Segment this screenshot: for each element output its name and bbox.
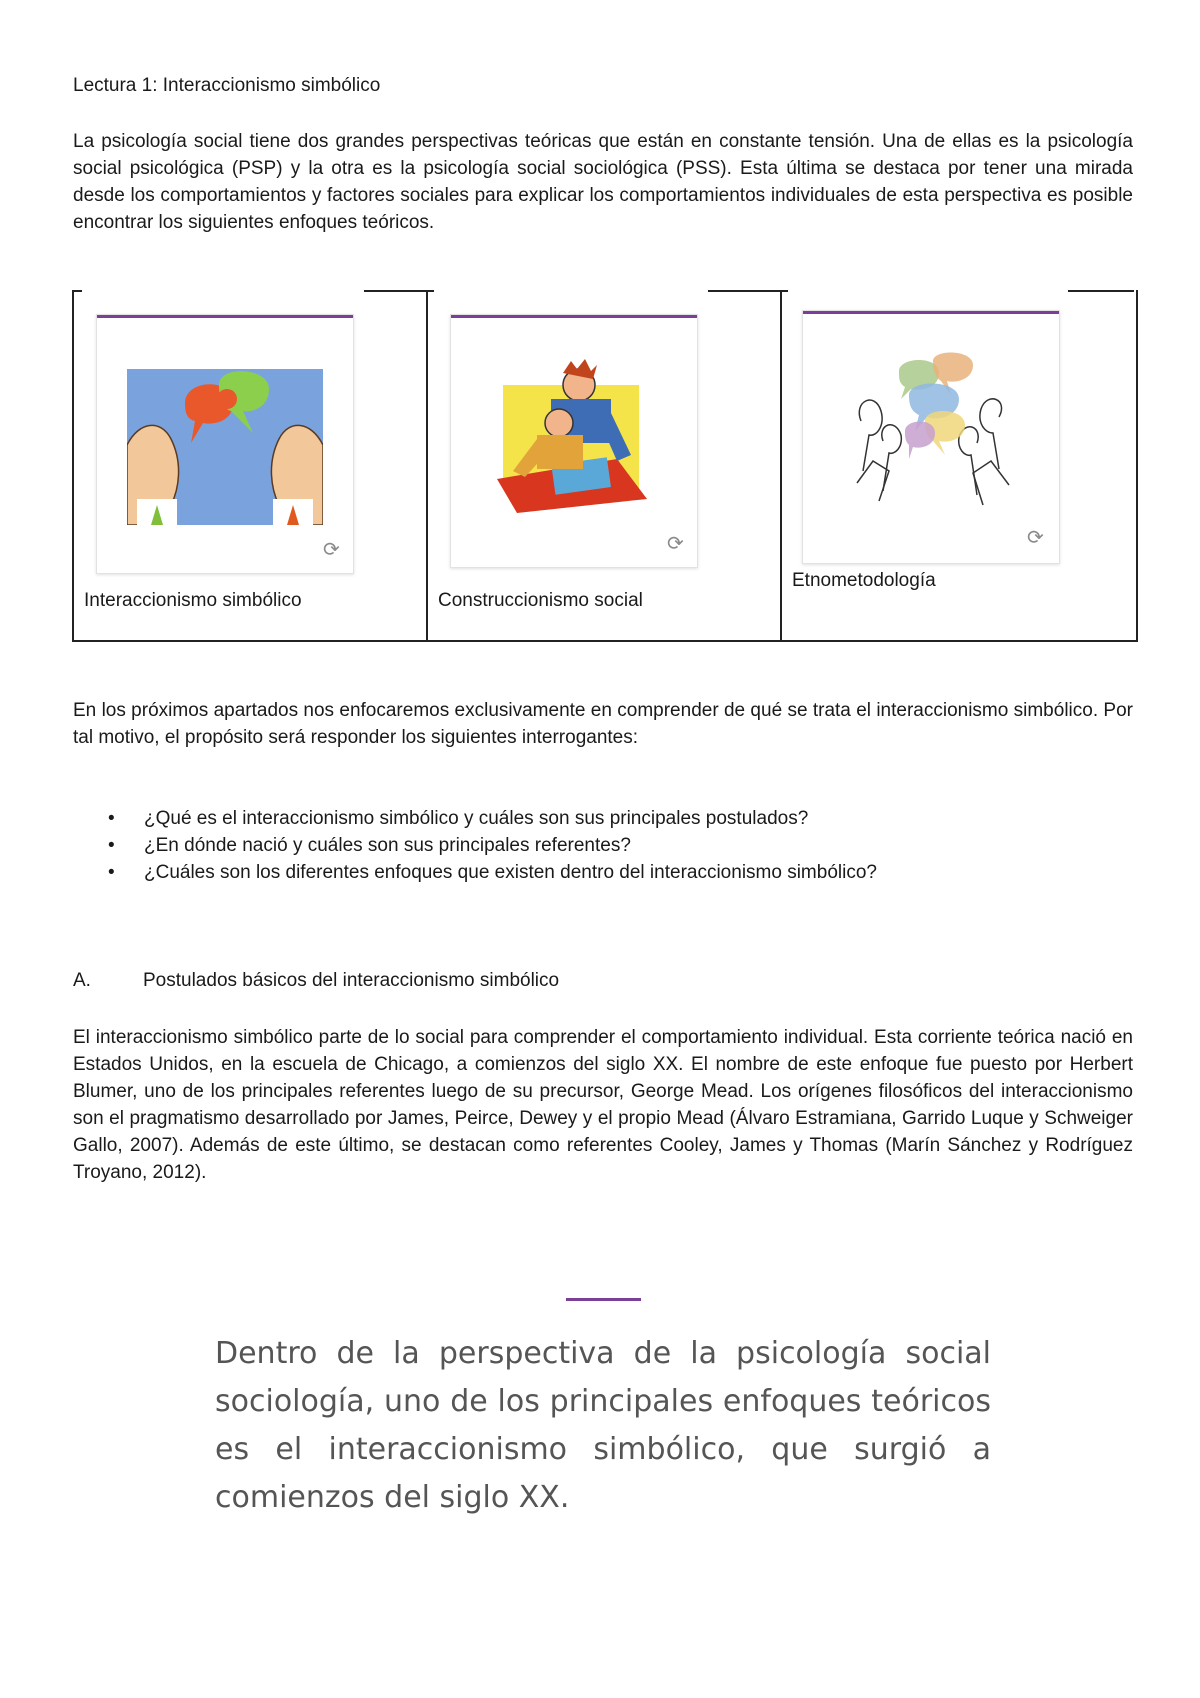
section-title: Postulados básicos del interaccionismo simbólico — [143, 970, 560, 991]
list-item: • ¿Cuáles son los diferentes enfoques que existen dentro del interaccionismo simbólico? — [108, 859, 877, 886]
approach-cell-construccionismo — [426, 290, 782, 642]
refresh-icon[interactable]: ⟳ — [1027, 527, 1044, 549]
pull-quote: Dentro de la perspectiva de la psicología social sociología, uno de los principales enfoques teóricos es el interaccionismo simbólico, que surgió a comienzos del siglo XX. — [215, 1336, 991, 1515]
bullet-icon: • — [108, 862, 115, 883]
card-accent-bar — [803, 311, 1059, 314]
section-letter: A. — [73, 970, 91, 991]
bullet-icon: • — [108, 835, 115, 856]
card-accent-bar — [451, 315, 697, 318]
section-heading — [73, 970, 559, 992]
group-conversation-illustration — [849, 351, 1015, 511]
document-title: Lectura 1: Interaccionismo simbólico — [73, 75, 381, 96]
intro-paragraph: La psicología social tiene dos grandes perspectivas teóricas que están en constante tensión. Una de ellas es la psicología social psicológica (PSP) y la otra es la psicología social sociológica (PSS). Esta última se destaca por tener una mirada desde los comportamientos y factores sociales para explicar los comportamientos individuales de esta perspectiva es posible encontrar los siguientes enfoques teóricos. — [73, 131, 1133, 233]
approach-cell-etnometodologia — [780, 290, 1138, 642]
section-paragraph: El interaccionismo simbólico parte de lo social para comprender el comportamiento individual. Esta corriente teórica nació en Estados Unidos, en la escuela de Chicago, a comienzos del siglo XX. El nombre de este enfoque fue puesto por Herbert Blumer, uno de los principales referentes luego de su precursor, George Mead. Los orígenes filosóficos del interaccionismo son el pragmatismo desarrollado por James, Peirce, Dewey y el propio Mead (Álvaro Estramiana, Garrido Luque y Schweiger Gallo, 2007). Además de este último, se destacan como referentes Cooley, James y Thomas (Marín Sánchez y Rodríguez Troyano, 2012). — [73, 1027, 1133, 1183]
approach-card — [450, 314, 698, 568]
bullet-icon: • — [108, 808, 115, 829]
quote-accent-bar — [566, 1298, 641, 1301]
approaches-table — [72, 290, 1136, 642]
refresh-icon[interactable]: ⟳ — [667, 533, 684, 555]
approach-label: Etnometodología — [792, 570, 936, 591]
approach-card — [96, 314, 354, 574]
focus-paragraph: En los próximos apartados nos enfocaremos exclusivamente en comprender de qué se trata el interaccionismo simbólico. Por tal motivo, el propósito será responder los siguientes interrogantes: — [73, 700, 1133, 748]
approach-label: Interaccionismo simbólico — [84, 590, 302, 611]
card-accent-bar — [97, 315, 353, 318]
list-item: • ¿En dónde nació y cuáles son sus principales referentes? — [108, 832, 877, 859]
collaboration-illustration — [497, 359, 647, 513]
list-item: • ¿Qué es el interaccionismo simbólico y cuáles son sus principales postulados? — [108, 805, 877, 832]
dialogue-illustration — [127, 369, 323, 525]
approach-label: Construccionismo social — [438, 590, 643, 611]
refresh-icon[interactable]: ⟳ — [323, 539, 340, 561]
approach-cell-interaccionismo — [72, 290, 428, 642]
questions-list — [108, 805, 877, 886]
approach-card — [802, 310, 1060, 564]
